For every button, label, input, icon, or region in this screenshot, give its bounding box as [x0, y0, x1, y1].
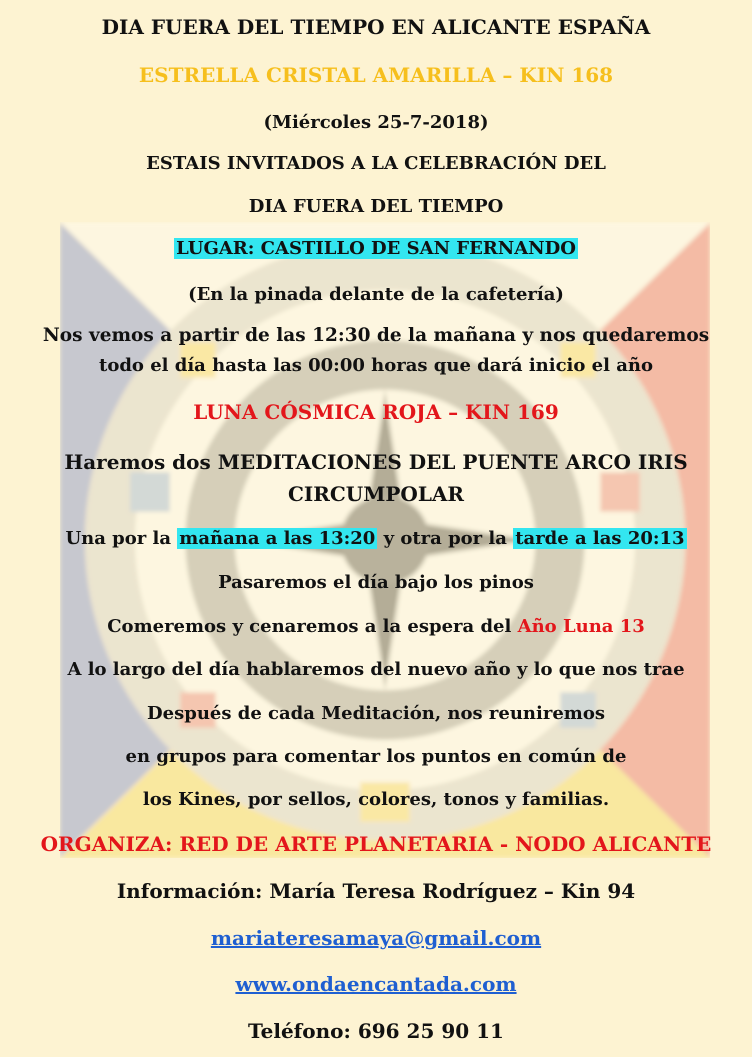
website-row	[0, 972, 752, 996]
phone-line: Teléfono: 696 25 90 11	[248, 1019, 504, 1043]
info-line: Información: María Teresa Rodríguez – Kin 94	[116, 879, 636, 903]
new-year-name: LUNA CÓSMICA ROJA – KIN 169	[193, 400, 559, 424]
times-mid: y otra por la	[383, 528, 507, 549]
schedule-line-2: todo el día hasta las 00:00 horas que dará inicio el año	[99, 355, 653, 376]
website-link[interactable]: www.ondaencantada.com	[235, 972, 517, 996]
organizer-line: ORGANIZA: RED DE ARTE PLANETARIA - NODO ALICANTE	[40, 832, 712, 856]
evening-time-highlight: tarde a las 20:13	[515, 528, 685, 549]
eat-highlight: Año Luna 13	[517, 616, 645, 637]
after-line-2: en grupos para comentar los puntos en común de	[125, 746, 627, 767]
times-line	[0, 528, 752, 549]
place-detail: (En la pinada delante de la cafetería)	[188, 284, 564, 305]
schedule-line-1: Nos vemos a partir de las 12:30 de la mañana y nos quedaremos	[42, 325, 710, 346]
talk-line: A lo largo del día hablaremos del nuevo año y lo que nos trae	[67, 659, 685, 680]
event-subtitle: ESTRELLA CRISTAL AMARILLA – KIN 168	[138, 63, 614, 87]
email-link[interactable]: mariateresamaya@gmail.com	[210, 926, 542, 950]
email-row	[0, 926, 752, 950]
invite-line-1: ESTAIS INVITADOS A LA CELEBRACIÓN DEL	[146, 153, 606, 174]
place-highlight: LUGAR: CASTILLO DE SAN FERNANDO	[176, 238, 576, 259]
pines-line: Pasaremos el día bajo los pinos	[218, 572, 534, 593]
meditation-line-2: CIRCUMPOLAR	[287, 482, 465, 506]
place-line	[0, 238, 752, 259]
after-line-1: Después de cada Meditación, nos reuniremos	[147, 703, 605, 724]
after-line-3: los Kines, por sellos, colores, tonos y familias.	[142, 789, 610, 810]
invite-line-2: DIA FUERA DEL TIEMPO	[248, 196, 504, 217]
event-title: DIA FUERA DEL TIEMPO EN ALICANTE ESPAÑA	[101, 15, 651, 39]
eat-pre: Comeremos y cenaremos a la espera del	[107, 616, 512, 637]
eat-line	[0, 616, 752, 637]
event-date: (Miércoles 25-7-2018)	[263, 112, 489, 133]
times-pre: Una por la	[65, 528, 171, 549]
meditation-line-1: Haremos dos MEDITACIONES DEL PUENTE ARCO IRIS	[64, 450, 688, 474]
morning-time-highlight: mañana a las 13:20	[179, 528, 376, 549]
